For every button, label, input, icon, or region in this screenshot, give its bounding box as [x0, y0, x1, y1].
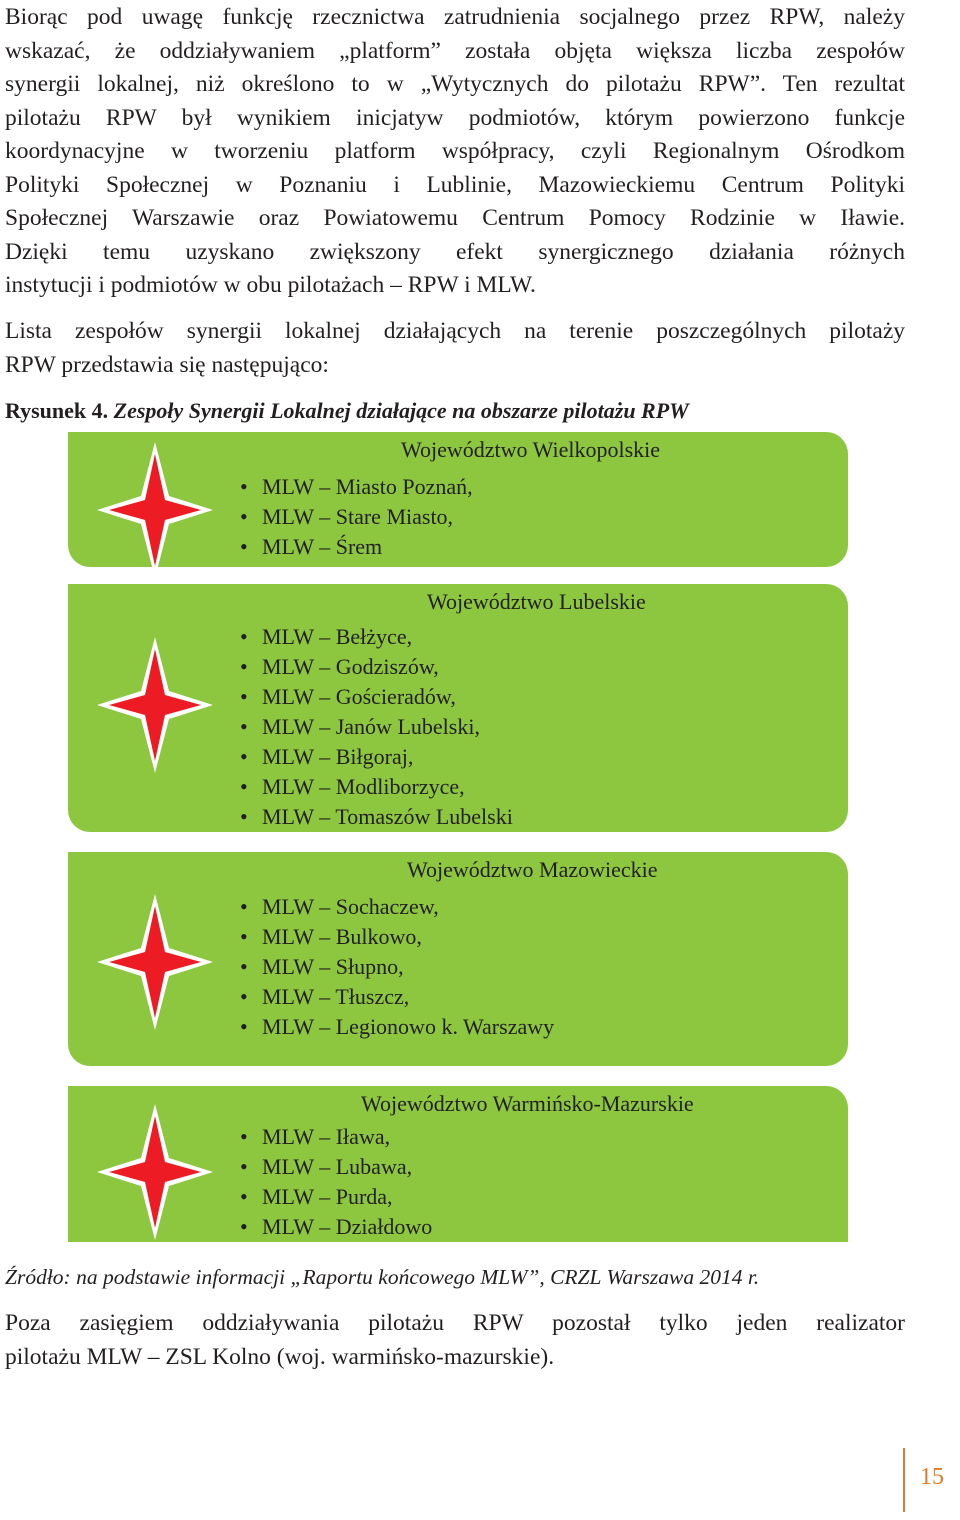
list-item: • MLW – Śrem — [240, 534, 383, 559]
figure-title: Zespoły Synergii Lokalnej działające na obszarze pilotażu RPW — [113, 398, 689, 423]
region-title: Województwo Lubelskie — [427, 589, 646, 614]
team-list — [240, 472, 473, 562]
page-number: 15 — [920, 1464, 944, 1490]
list-item: • MLW – Gościeradów, — [240, 684, 456, 709]
list-item: • MLW – Tomaszów Lubelski — [240, 804, 513, 829]
list-item: • MLW – Lubawa, — [240, 1154, 413, 1179]
closing-paragraph — [5, 1307, 905, 1374]
text-line: koordynacyjne w tworzeniu platform współpracy, czyli Regionalnym Ośrodkom — [5, 138, 905, 164]
team-list — [240, 892, 554, 1042]
star-icon — [95, 440, 215, 580]
region-title: Województwo Wielkopolskie — [401, 437, 661, 462]
list-item: • MLW – Sochaczew, — [240, 894, 439, 919]
list-item: • MLW – Miasto Poznań, — [240, 474, 473, 499]
list-item: • MLW – Tłuszcz, — [240, 984, 410, 1009]
list-item: • MLW – Biłgoraj, — [240, 744, 414, 769]
list-intro-paragraph — [5, 315, 905, 382]
text-line: pilotażu MLW – ZSL Kolno (woj. warmińsko-mazurskie). — [5, 1343, 555, 1370]
page-number-rule — [903, 1448, 905, 1512]
list-item: • MLW – Działdowo — [240, 1214, 433, 1239]
list-item: • MLW – Janów Lubelski, — [240, 714, 480, 739]
list-item: • MLW – Bulkowo, — [240, 924, 422, 949]
text-line: Dzięki temu uzyskano zwiększony efekt synergicznego działania różnych — [5, 238, 905, 265]
figure-caption — [5, 396, 689, 426]
star-icon — [95, 635, 215, 775]
text-line: Polityki Społecznej w Poznaniu i Lublinie, Mazowieckiemu Centrum Polityki — [5, 171, 905, 198]
text-line: RPW przedstawia się następująco: — [5, 351, 329, 378]
team-list — [240, 622, 513, 832]
list-item: • MLW – Legionowo k. Warszawy — [240, 1014, 555, 1039]
text-line: Poza zasięgiem oddziaływania pilotażu RPW pozostał tylko jeden realizator — [5, 1310, 905, 1336]
list-item: • MLW – Purda, — [240, 1184, 393, 1209]
text-line: synergii lokalnej, niż określono to w „Wytycznych do pilotażu RPW”. Ten rezultat — [5, 71, 905, 97]
intro-paragraph — [5, 1, 905, 303]
text-line: Biorąc pod uwagę funkcję rzecznictwa zatrudnienia socjalnego przez RPW, należy — [5, 4, 905, 30]
text-line: pilotażu RPW był wynikiem inicjatyw podmiotów, którym powierzono funkcje — [5, 104, 905, 131]
list-item: • MLW – Stare Miasto, — [240, 504, 454, 529]
list-item: • MLW – Modliborzyce, — [240, 774, 465, 799]
region-title: Województwo Warmińsko-Mazurskie — [361, 1091, 694, 1116]
list-item: • MLW – Godziszów, — [240, 654, 439, 679]
list-item: • MLW – Iława, — [240, 1124, 391, 1149]
region-title: Województwo Mazowieckie — [407, 857, 658, 882]
star-icon — [95, 892, 215, 1032]
list-item: • MLW – Bełżyce, — [240, 624, 413, 649]
star-icon — [95, 1102, 215, 1242]
text-line: Społecznej Warszawie oraz Powiatowemu Centrum Pomocy Rodzinie w Iławie. — [5, 205, 905, 231]
list-item: • MLW – Słupno, — [240, 954, 404, 979]
text-line: Lista zespołów synergii lokalnej działających na terenie poszczególnych pilotaży — [5, 318, 905, 344]
figure-label: Rysunek 4. — [5, 398, 109, 423]
text-line: instytucji i podmiotów w obu pilotażach – RPW i MLW. — [5, 272, 536, 298]
figure-source: Źródło: na podstawie informacji „Raportu końcowego MLW”, CRZL Warszawa 2014 r. — [5, 1265, 760, 1289]
text-line: wskazać, że oddziaływaniem „platform” została objęta większa liczba zespołów — [5, 37, 905, 64]
team-list — [240, 1122, 432, 1242]
